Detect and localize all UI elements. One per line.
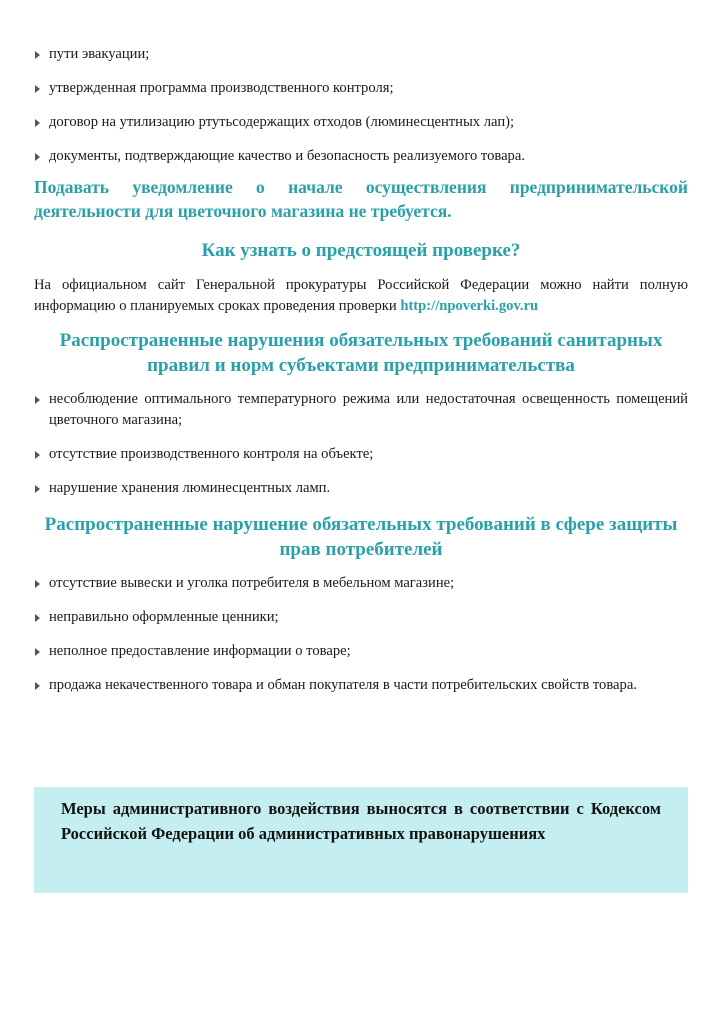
list-item: нарушение хранения люминесцентных ламп. [34, 478, 688, 499]
list-item: документы, подтверждающие качество и безопасность реализуемого товара. [34, 146, 688, 167]
list-item: неправильно оформленные ценники; [34, 607, 688, 628]
list-item: продажа некачественного товара и обман покупателя в части потребительских свойств товара. [34, 675, 688, 696]
bullet-arrow-icon [35, 451, 40, 459]
notification-statement: Подавать уведомление о начале осуществления предпринимательской деятельности для цветочного магазина не требуется. [34, 177, 688, 221]
administrative-measures-box [34, 787, 688, 893]
bullet-arrow-icon [35, 485, 40, 493]
sanitary-violations-list [34, 389, 688, 499]
list-item: договор на утилизацию ртутьсодержащих отходов (люминесцентных лап); [34, 112, 688, 133]
list-item: несоблюдение оптимального температурного режима или недостаточная освещенность помещений цветочного магазина; [34, 389, 688, 431]
bullet-arrow-icon [35, 153, 40, 161]
inspection-heading: Как узнать о предстоящей проверке? [201, 240, 521, 261]
requirements-list [34, 44, 688, 167]
list-item: неполное предоставление информации о товаре; [34, 641, 688, 662]
inspection-text: На официальном сайт Генеральной прокуратуры Российской Федерации можно найти полную информацию о планируемых сроках проведения проверки [34, 277, 688, 314]
bullet-arrow-icon [35, 119, 40, 127]
inspection-paragraph [34, 275, 688, 317]
list-item: отсутствие вывески и уголка потребителя в мебельном магазине; [34, 573, 688, 594]
list-item: отсутствие производственного контроля на объекте; [34, 444, 688, 465]
bullet-arrow-icon [35, 614, 40, 622]
list-item: пути эвакуации; [34, 44, 688, 65]
bullet-arrow-icon [35, 648, 40, 656]
bullet-arrow-icon [35, 682, 40, 690]
bullet-arrow-icon [35, 580, 40, 588]
sanitary-violations-heading: Распространенные нарушения обязательных требований санитарных правил и норм субъектами предпринимательства [59, 330, 663, 376]
inspection-link[interactable]: http://npoverki.gov.ru [400, 298, 539, 314]
consumer-violations-heading: Распространенные нарушение обязательных требований в сфере защиты прав потребителей [44, 514, 678, 560]
list-item: утвержденная программа производственного контроля; [34, 78, 688, 99]
consumer-violations-list [34, 573, 688, 696]
administrative-measures-text: Меры административного воздействия выносятся в соответствии с Кодексом Российской Федерации об административных правонарушениях [61, 799, 661, 843]
bullet-arrow-icon [35, 85, 40, 93]
document-page [34, 44, 688, 696]
bullet-arrow-icon [35, 396, 40, 404]
bullet-arrow-icon [35, 51, 40, 59]
